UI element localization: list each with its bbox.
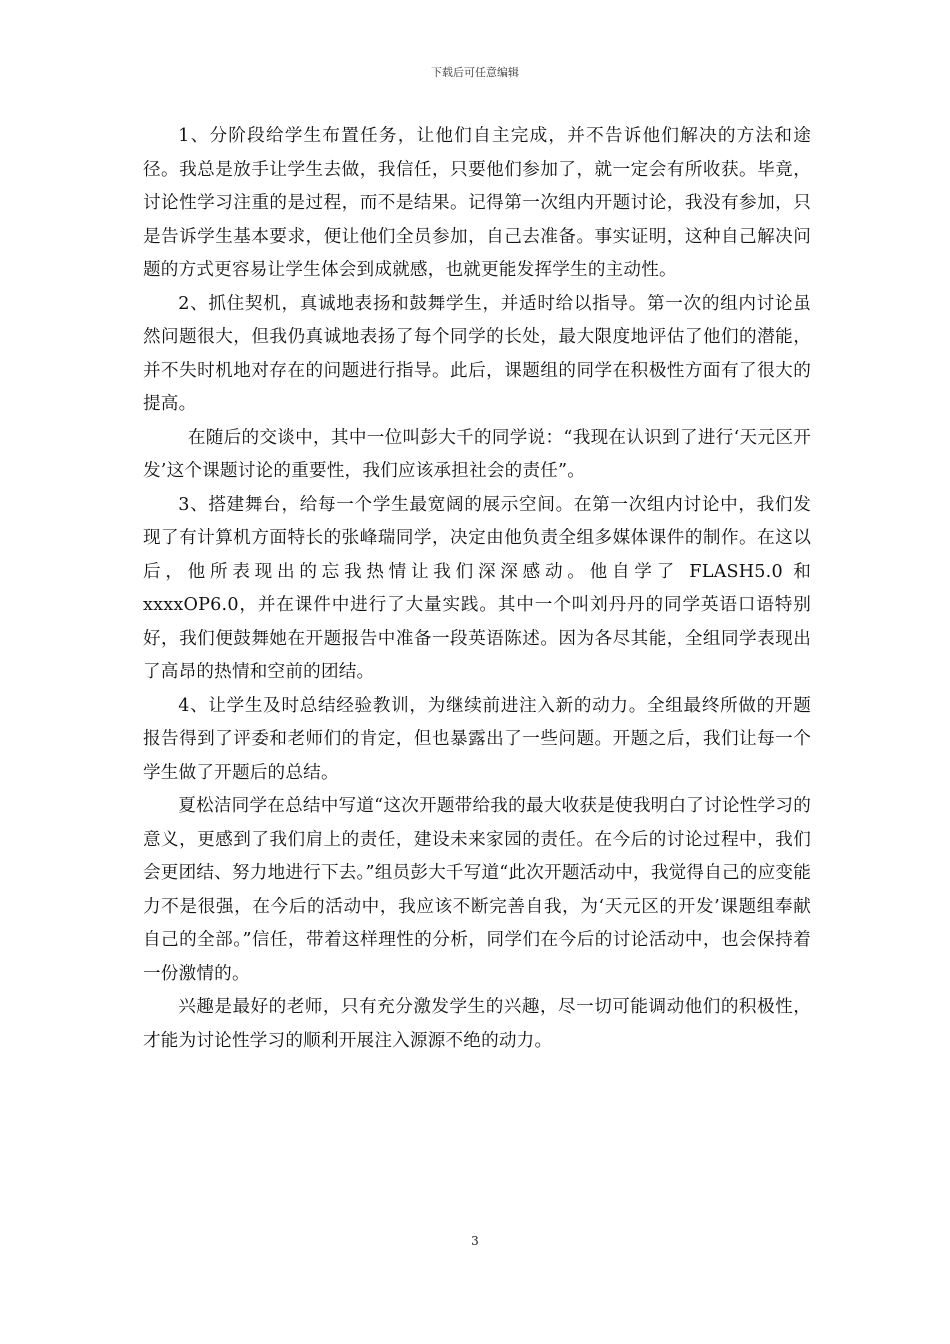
paragraph-6: 夏松洁同学在总结中写道“这次开题带给我的最大收获是使我明白了讨论性学习的意义，更感到了我们肩上的责任，建设未来家园的责任。在今后的讨论过程中，我们会更团结、努力地进行下去。”组员彭大千写道“此次开题活动中，我觉得自己的应变能力不是很强，在今后的活动中，我应该不断完善自我，为‘天元区的开发’课题组奉献自己的全部。”信任，带着这样理性的分析，同学们在今后的讨论活动中，也会保持着一份激情的。 [143,796,811,984]
page-header: 下载后可任意编辑 [431,66,519,79]
paragraph-1: 1、分阶段给学生布置任务，让他们自主完成，并不告诉他们解决的方法和途径。我总是放手让学生去做，我信任，只要他们参加了，就一定会有所收获。毕竟，讨论性学习注重的是过程，而不是结果。记得第一次组内开题讨论，我没有参加，只是告诉学生基本要求，便让他们全员参加，自己去准备。事实证明，这种自己解决问题的方式更容易让学生体会到成就感，也就更能发挥学生的主动性。 [143,126,811,280]
paragraph-7: 兴趣是最好的老师，只有充分激发学生的兴趣，尽一切可能调动他们的积极性，才能为讨论性学习的顺利开展注入源源不绝的动力。 [143,997,811,1051]
paragraph-5: 4、让学生及时总结经验教训，为继续前进注入新的动力。全组最终所做的开题报告得到了评委和老师们的肯定，但也暴露出了一些问题。开题之后，我们让每一个学生做了开题后的总结。 [143,695,811,783]
paragraph-4: 3、搭建舞台，给每一个学生最宽阔的展示空间。在第一次组内讨论中，我们发现了有计算机方面特长的张峰瑞同学，决定由他负责全组多媒体课件的制作。在这以后，他所表现出的忘我热情让我们深深感动。他自学了 FLASH5.0 和 xxxxOP6.0，并在课件中进行了大量实践。其中一个叫刘丹丹的同学英语口语特别好，我们便鼓舞她在开题报告中准备一段英语陈述。因为各尽其能，全组同学表现出了高昂的热情和空前的团结。 [143,494,811,682]
document-body [143,120,811,1058]
page-number: 3 [471,1234,479,1248]
paragraph-2: 2、抓住契机，真诚地表扬和鼓舞学生，并适时给以指导。第一次的组内讨论虽然问题很大，但我仍真诚地表扬了每个同学的长处，最大限度地评估了他们的潜能，并不失时机地对存在的问题进行指导。此后，课题组的同学在积极性方面有了很大的提高。 [143,293,811,414]
paragraph-3: 在随后的交谈中，其中一位叫彭大千的同学说：“我现在认识到了进行‘天元区开发’这个课题讨论的重要性，我们应该承担社会的责任”。 [143,427,811,481]
